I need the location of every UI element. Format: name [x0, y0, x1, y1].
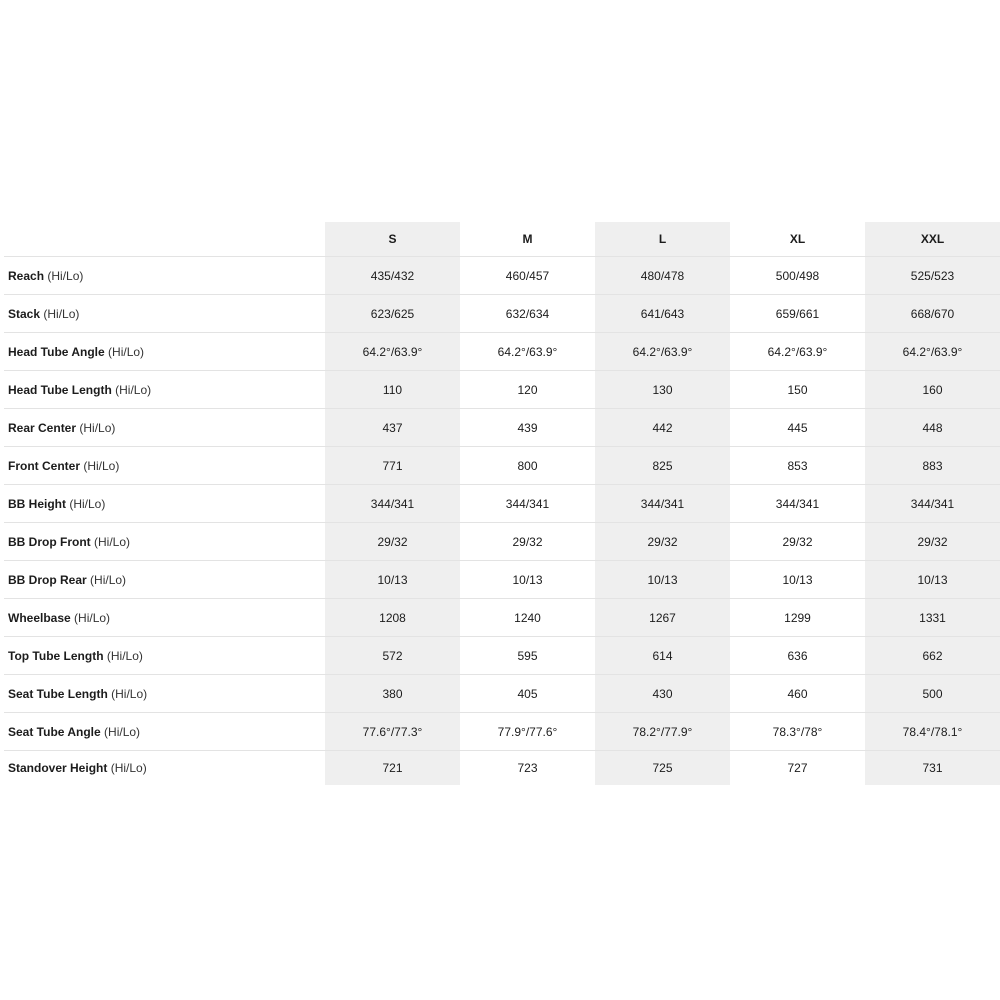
table-cell: 662	[865, 637, 1000, 675]
table-cell: 150	[730, 371, 865, 409]
table-cell: 10/13	[865, 561, 1000, 599]
table-cell: 10/13	[325, 561, 460, 599]
table-cell: 78.4°/78.1°	[865, 713, 1000, 751]
row-label	[4, 561, 325, 599]
table-cell: 130	[595, 371, 730, 409]
table-cell: 632/634	[460, 295, 595, 333]
table-cell: 641/643	[595, 295, 730, 333]
table-cell: 29/32	[595, 523, 730, 561]
table-cell: 64.2°/63.9°	[325, 333, 460, 371]
row-label-name: Wheelbase	[8, 610, 71, 625]
table-cell: 572	[325, 637, 460, 675]
table-cell: 435/432	[325, 257, 460, 295]
table-cell: 64.2°/63.9°	[730, 333, 865, 371]
table-row	[4, 485, 1000, 523]
table-cell: 445	[730, 409, 865, 447]
table-cell: 659/661	[730, 295, 865, 333]
table-cell: 460	[730, 675, 865, 713]
table-row	[4, 523, 1000, 561]
row-label-suffix: (Hi/Lo)	[79, 420, 116, 435]
table-row	[4, 409, 1000, 447]
table-cell: 77.9°/77.6°	[460, 713, 595, 751]
table-row	[4, 675, 1000, 713]
table-cell: 344/341	[865, 485, 1000, 523]
table-cell: 29/32	[865, 523, 1000, 561]
row-label-name: Head Tube Angle	[8, 344, 105, 359]
table-row	[4, 637, 1000, 675]
table-cell: 800	[460, 447, 595, 485]
row-label-suffix: (Hi/Lo)	[47, 268, 84, 283]
table-cell: 120	[460, 371, 595, 409]
row-label-name: Rear Center	[8, 420, 77, 435]
size-header: M	[460, 222, 595, 257]
table-cell: 500/498	[730, 257, 865, 295]
table-cell: 437	[325, 409, 460, 447]
table-cell: 668/670	[865, 295, 1000, 333]
table-cell: 78.2°/77.9°	[595, 713, 730, 751]
table-cell: 1208	[325, 599, 460, 637]
row-label	[4, 257, 325, 295]
row-label-name: BB Height	[8, 496, 66, 511]
table-row	[4, 371, 1000, 409]
table-cell: 614	[595, 637, 730, 675]
row-label-suffix: (Hi/Lo)	[83, 458, 120, 473]
row-label-name: BB Drop Front	[8, 534, 91, 549]
table-cell: 405	[460, 675, 595, 713]
size-header: S	[325, 222, 460, 257]
row-label-suffix: (Hi/Lo)	[69, 496, 106, 511]
table-row	[4, 599, 1000, 637]
table-cell: 10/13	[460, 561, 595, 599]
table-cell: 78.3°/78°	[730, 713, 865, 751]
row-label-suffix: (Hi/Lo)	[74, 610, 111, 625]
table-cell: 460/457	[460, 257, 595, 295]
row-label-name: Front Center	[8, 458, 80, 473]
row-label-name: Standover Height	[8, 761, 108, 775]
table-row	[4, 561, 1000, 599]
table-row	[4, 447, 1000, 485]
table-cell: 29/32	[730, 523, 865, 561]
row-label	[4, 523, 325, 561]
row-label	[4, 295, 325, 333]
table-cell: 344/341	[325, 485, 460, 523]
table-cell: 380	[325, 675, 460, 713]
table-row	[4, 295, 1000, 333]
row-label-name: Head Tube Length	[8, 382, 112, 397]
table-cell: 771	[325, 447, 460, 485]
table-cell: 29/32	[325, 523, 460, 561]
row-label	[4, 409, 325, 447]
table-cell: 825	[595, 447, 730, 485]
table-cell: 430	[595, 675, 730, 713]
table-cell: 725	[595, 751, 730, 786]
table-cell: 623/625	[325, 295, 460, 333]
table-cell: 110	[325, 371, 460, 409]
row-label-name: Top Tube Length	[8, 648, 104, 663]
table-cell: 344/341	[730, 485, 865, 523]
size-header: XXL	[865, 222, 1000, 257]
table-cell: 439	[460, 409, 595, 447]
geometry-table-body	[4, 257, 1000, 786]
table-cell: 64.2°/63.9°	[460, 333, 595, 371]
table-cell: 636	[730, 637, 865, 675]
table-cell: 500	[865, 675, 1000, 713]
row-label-suffix: (Hi/Lo)	[94, 534, 131, 549]
table-cell: 344/341	[460, 485, 595, 523]
table-cell: 1240	[460, 599, 595, 637]
table-cell: 853	[730, 447, 865, 485]
table-cell: 64.2°/63.9°	[865, 333, 1000, 371]
table-cell: 10/13	[730, 561, 865, 599]
row-label	[4, 751, 325, 786]
row-label-suffix: (Hi/Lo)	[43, 306, 80, 321]
row-label	[4, 333, 325, 371]
row-label	[4, 447, 325, 485]
table-row	[4, 713, 1000, 751]
size-header-row	[4, 222, 1000, 257]
row-label-name: BB Drop Rear	[8, 572, 87, 587]
table-cell: 344/341	[595, 485, 730, 523]
row-label-suffix: (Hi/Lo)	[111, 686, 148, 701]
table-cell: 480/478	[595, 257, 730, 295]
row-label-name: Stack	[8, 306, 41, 321]
table-cell: 1267	[595, 599, 730, 637]
row-label	[4, 371, 325, 409]
header-corner	[4, 222, 325, 257]
table-cell: 1299	[730, 599, 865, 637]
table-cell: 723	[517, 761, 538, 775]
table-cell: 525/523	[865, 257, 1000, 295]
table-row	[4, 257, 1000, 295]
table-cell: 64.2°/63.9°	[595, 333, 730, 371]
size-header: L	[595, 222, 730, 257]
row-label-suffix: (Hi/Lo)	[104, 724, 141, 739]
geometry-table	[4, 222, 1000, 785]
row-label-name: Seat Tube Length	[8, 686, 108, 701]
row-label	[4, 675, 325, 713]
row-label-suffix: (Hi/Lo)	[108, 344, 145, 359]
row-label-suffix: (Hi/Lo)	[115, 382, 152, 397]
table-cell: 10/13	[595, 561, 730, 599]
table-cell: 883	[865, 447, 1000, 485]
row-label-suffix: (Hi/Lo)	[110, 761, 147, 775]
row-label-name: Reach	[8, 268, 45, 283]
row-label-name: Seat Tube Angle	[8, 724, 101, 739]
row-label	[4, 637, 325, 675]
table-cell: 160	[865, 371, 1000, 409]
row-label-suffix: (Hi/Lo)	[90, 572, 127, 587]
table-row	[4, 751, 1000, 786]
table-cell: 727	[787, 761, 808, 775]
table-cell: 731	[865, 751, 1000, 786]
row-label	[4, 599, 325, 637]
table-cell: 1331	[865, 599, 1000, 637]
table-cell: 595	[460, 637, 595, 675]
table-cell: 29/32	[460, 523, 595, 561]
size-header: XL	[730, 222, 865, 257]
table-cell: 442	[595, 409, 730, 447]
table-row	[4, 333, 1000, 371]
row-label-suffix: (Hi/Lo)	[106, 648, 143, 663]
row-label	[4, 713, 325, 751]
table-cell: 448	[865, 409, 1000, 447]
table-cell: 77.6°/77.3°	[325, 713, 460, 751]
row-label	[4, 485, 325, 523]
table-cell: 721	[325, 751, 460, 786]
